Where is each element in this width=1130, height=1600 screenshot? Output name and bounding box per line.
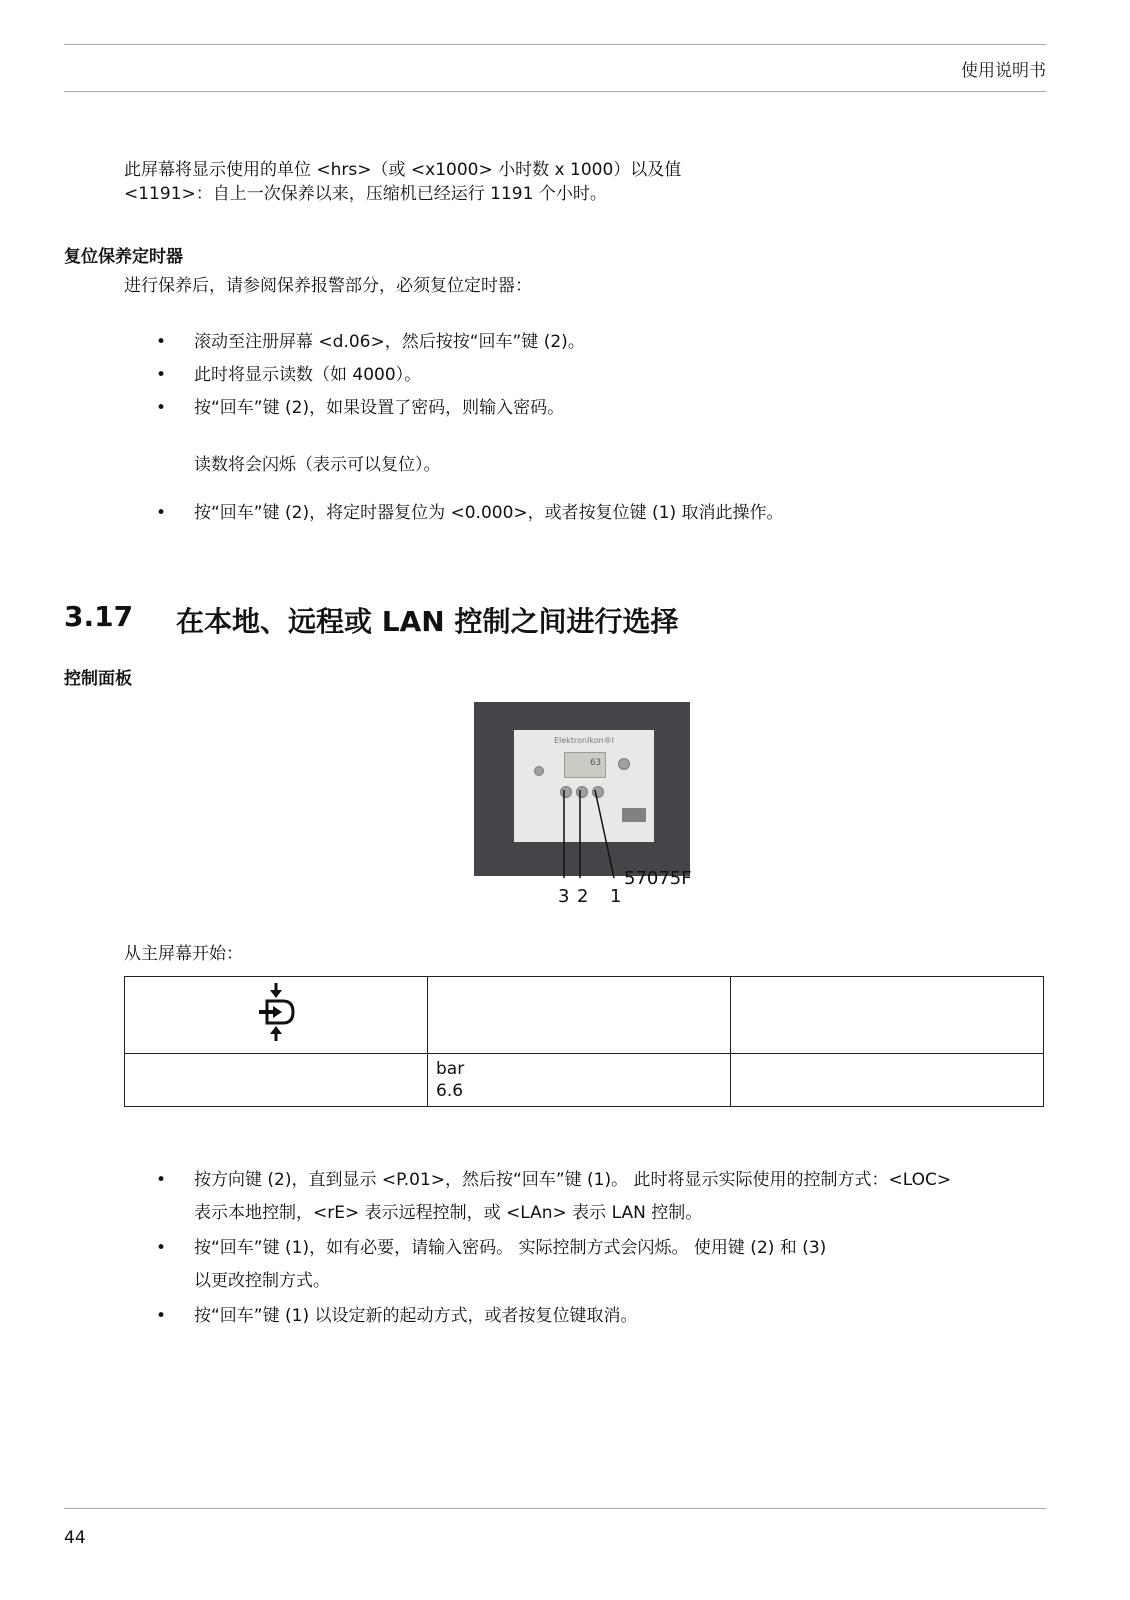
section-number: 3.17 <box>64 600 134 633</box>
step-text-line: 按“回车”键 (1) 以设定新的起动方式，或者按复位键取消。 <box>194 1306 638 1326</box>
bullet-dot: • <box>156 1238 167 1258</box>
table-cell <box>731 977 1044 1054</box>
bullet-dot: • <box>156 503 167 523</box>
bullet-dot: • <box>156 332 167 352</box>
bullet-dot: • <box>156 1306 167 1326</box>
step-text-line: 表示本地控制，<rE> 表示远程控制，或 <LAn> 表示 LAN 控制。 <box>194 1203 703 1223</box>
bullet-text: 按“回车”键 (2)，如果设置了密码，则输入密码。 <box>194 398 565 418</box>
callout-label-2: 2 <box>577 886 589 907</box>
figure-id-label: 57075F <box>624 868 692 889</box>
bullet-dot: • <box>156 365 167 385</box>
intro-line-1: 此屏幕将显示使用的单位 <hrs>（或 <x1000> 小时数 x 1000）以及值 <box>124 160 682 180</box>
start-text: 从主屏幕开始： <box>124 944 243 964</box>
step-text-line: 按“回车”键 (1)，如有必要，请输入密码。 实际控制方式会闪烁。 使用键 (2) 和 (3) <box>194 1238 827 1258</box>
table-value-cell <box>428 1054 731 1107</box>
panel-brand-label: ElektronIkon®I <box>553 736 615 745</box>
flash-note: 读数将会闪烁（表示可以复位）。 <box>194 455 441 475</box>
bullet-dot: • <box>156 1170 167 1190</box>
pressure-unit: bar <box>436 1059 465 1079</box>
header-top-rule <box>64 44 1046 45</box>
table-row <box>125 1054 1044 1107</box>
callout-label-1: 1 <box>610 886 622 907</box>
callout-label-3: 3 <box>558 886 570 907</box>
step-text-line: 按方向键 (2)，直到显示 <P.01>，然后按“回车”键 (1)。 此时将显示实际使用的控制方式：<LOC> <box>194 1170 952 1190</box>
table-cell <box>428 977 731 1054</box>
reset-timer-intro: 进行保养后，请参阅保养报警部分，必须复位定时器： <box>124 276 532 296</box>
table-cell <box>731 1054 1044 1107</box>
footer-rule <box>64 1508 1046 1509</box>
compressor-outlet-icon <box>253 981 299 1043</box>
control-panel-heading: 控制面板 <box>64 669 132 689</box>
page-number: 44 <box>64 1528 86 1548</box>
section-title: 在本地、远程或 LAN 控制之间进行选择 <box>176 605 679 638</box>
table-cell <box>125 1054 428 1107</box>
table-row <box>125 977 1044 1054</box>
display-table <box>124 976 1044 1107</box>
panel-display-value: 63 <box>590 758 601 768</box>
step-text-line: 以更改控制方式。 <box>194 1271 330 1291</box>
bullet-text: 滚动至注册屏幕 <d.06>，然后按按“回车”键 (2)。 <box>194 332 585 352</box>
table-icon-cell <box>125 977 428 1054</box>
intro-line-2: <1191>：自上一次保养以来，压缩机已经运行 1191 个小时。 <box>124 184 607 204</box>
bullet-dot: • <box>156 398 167 418</box>
header-title: 使用说明书 <box>961 61 1046 81</box>
header-bottom-rule <box>64 91 1046 92</box>
reset-timer-heading: 复位保养定时器 <box>64 247 183 267</box>
bullet-text: 按“回车”键 (2)，将定时器复位为 <0.000>，或者按复位键 (1) 取消此操作。 <box>194 503 784 523</box>
bullet-text: 此时将显示读数（如 4000）。 <box>194 365 422 385</box>
pressure-value: 6.6 <box>436 1081 464 1101</box>
